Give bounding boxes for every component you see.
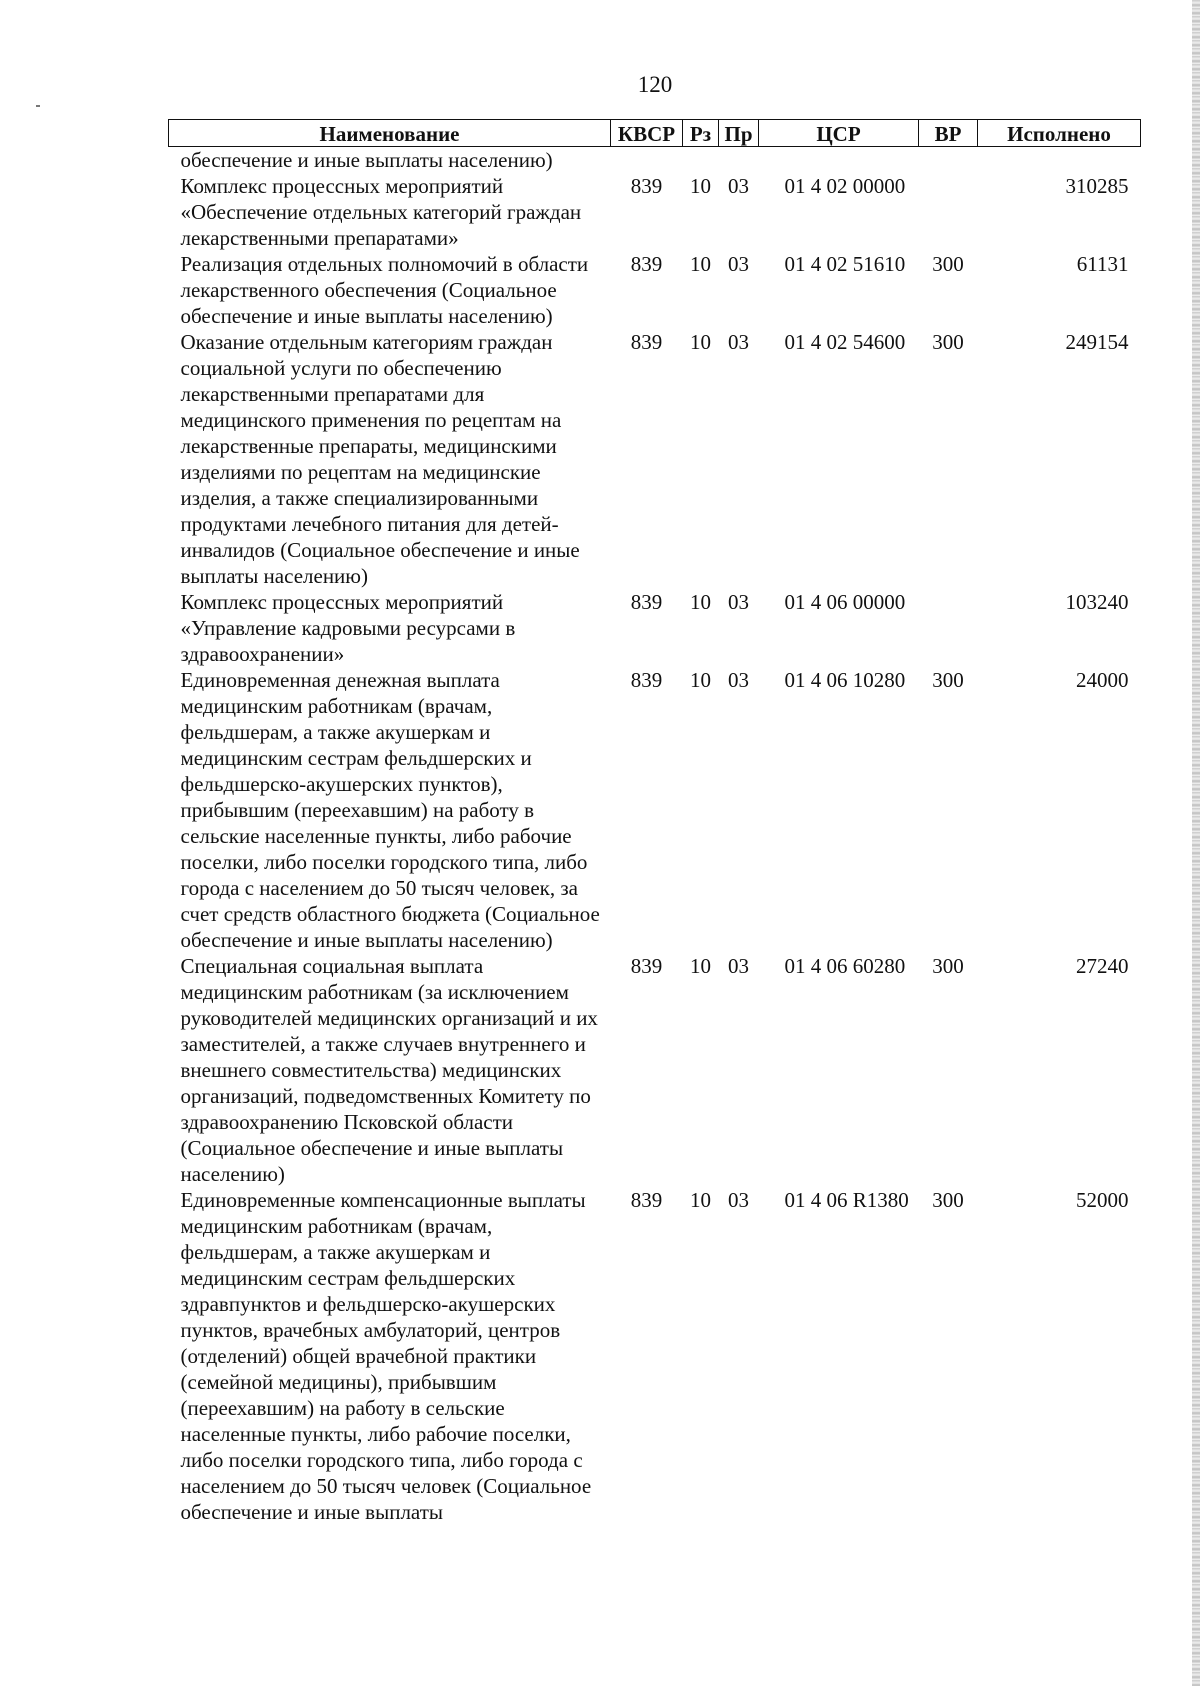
row-pr: 03: [728, 330, 749, 354]
row-kvsr: 839: [630, 590, 663, 614]
budget-table-container: [168, 119, 1140, 1525]
row-csr: 01 4 06 10280: [784, 668, 906, 692]
row-csr: 01 4 02 54600: [784, 330, 906, 354]
row-pr: 03: [728, 1188, 749, 1212]
row-kvsr: 839: [630, 668, 663, 692]
table-row: [169, 173, 1141, 251]
row-kvsr: 839: [630, 330, 663, 354]
row-name: обеспечение и иные выплаты населению): [180, 148, 553, 172]
row-vr: 300: [932, 1188, 964, 1212]
row-name: Оказание отдельным категориям граждан социальной услуги по обеспечению лекарственными препаратами для медицинского применения по рецептам на лекарственные препараты, медицинскими изделиями по рецептам на медицинские изделия, а также специализированными продуктами лечебного питания для детей-инвалидов (Социальное обеспечение и иные выплаты населению): [180, 330, 580, 588]
row-vr: [919, 589, 978, 667]
row-rz: 10: [690, 1188, 711, 1212]
row-csr: 01 4 06 R1380: [784, 1188, 909, 1212]
row-name: Комплекс процессных мероприятий «Обеспечение отдельных категорий граждан лекарственными препаратами»: [180, 174, 582, 250]
row-vr: 300: [932, 330, 964, 354]
header-row: [169, 120, 1141, 147]
row-pr: 03: [728, 252, 749, 276]
row-csr: 01 4 02 00000: [784, 174, 906, 198]
row-kvsr: [611, 147, 683, 174]
row-vr: [919, 147, 978, 174]
row-pr: 03: [728, 954, 749, 978]
scan-speck: [36, 105, 40, 107]
header-rz: Рз: [683, 120, 719, 147]
row-name: Единовременная денежная выплата медицинским работникам (врачам, фельдшерам, а также акушеркам и медицинским сестрам фельдшерских и фельдшерско-акушерских пунктов), прибывшим (переехавшим) на работу в сельские населенные пункты, либо рабочие поселки, либо поселки городского типа, либо города с населением до 50 тысяч человек, за счет средств областного бюджета (Социальное обеспечение и иные выплаты населению): [180, 668, 600, 952]
row-rz: [683, 147, 719, 174]
budget-table: [168, 119, 1141, 1525]
header-isp: Исполнено: [978, 120, 1141, 147]
header-vr: ВР: [919, 120, 978, 147]
row-isp: 310285: [1065, 174, 1129, 198]
row-rz: 10: [690, 590, 711, 614]
row-csr: [759, 147, 919, 174]
row-isp: 61131: [1076, 252, 1129, 276]
row-rz: 10: [690, 954, 711, 978]
row-kvsr: 839: [630, 954, 663, 978]
row-kvsr: 839: [630, 174, 663, 198]
row-isp: 249154: [1065, 330, 1129, 354]
row-csr: 01 4 02 51610: [784, 252, 906, 276]
table-row: [169, 251, 1141, 329]
row-isp: 52000: [1076, 1188, 1129, 1212]
row-rz: 10: [690, 668, 711, 692]
row-name: Единовременные компенсационные выплаты медицинским работникам (врачам, фельдшерам, а также акушеркам и медицинским сестрам фельдшерских здравпунктов и фельдшерско-акушерских пунктов, врачебных амбулаторий, центров (отделений) общей врачебной практики (семейной медицины), прибывшим (переехавшим) на работу в сельские населенные пункты, либо рабочие поселки, либо поселки городского типа, либо города с населением до 50 тысяч человек (Социальное обеспечение и иные выплаты: [180, 1188, 592, 1524]
row-rz: 10: [690, 330, 711, 354]
row-pr: [719, 147, 759, 174]
header-csr: ЦСР: [759, 120, 919, 147]
row-isp: 27240: [1076, 954, 1129, 978]
row-name: Комплекс процессных мероприятий «Управление кадровыми ресурсами в здравоохранении»: [180, 590, 516, 666]
table-row: [169, 667, 1141, 953]
row-csr: 01 4 06 60280: [784, 954, 906, 978]
row-pr: 03: [728, 590, 749, 614]
header-kvsr: КВСР: [611, 120, 683, 147]
page-number: 120: [637, 72, 673, 97]
row-vr: 300: [932, 954, 964, 978]
row-name: Специальная социальная выплата медицинским работникам (за исключением руководителей медицинских организаций и их заместителей, а также случаев внутреннего и внешнего совместительства) медицинских организаций, подведомственных Комитету по здравоохранению Псковской области (Социальное обеспечение и иные выплаты населению): [180, 954, 598, 1186]
header-pr: Пр: [719, 120, 759, 147]
row-kvsr: 839: [630, 1188, 663, 1212]
table-body: [169, 147, 1141, 1526]
row-isp: 24000: [1076, 668, 1129, 692]
table-header: [169, 120, 1141, 147]
row-name: Реализация отдельных полномочий в области лекарственного обеспечения (Социальное обеспечение и иные выплаты населению): [180, 252, 589, 328]
scan-edge: [1192, 0, 1200, 1686]
header-name: Наименование: [169, 120, 611, 147]
row-rz: 10: [690, 174, 711, 198]
table-row: [169, 1187, 1141, 1525]
row-rz: 10: [690, 252, 711, 276]
row-isp: 103240: [1065, 590, 1129, 614]
row-vr: 300: [932, 252, 964, 276]
row-pr: 03: [728, 668, 749, 692]
row-vr: 300: [932, 668, 964, 692]
table-row: [169, 589, 1141, 667]
row-csr: 01 4 06 00000: [784, 590, 906, 614]
table-row: [169, 147, 1141, 174]
table-row: [169, 329, 1141, 589]
row-vr: [919, 173, 978, 251]
table-row: [169, 953, 1141, 1187]
row-kvsr: 839: [630, 252, 663, 276]
row-isp: [978, 147, 1141, 174]
row-pr: 03: [728, 174, 749, 198]
